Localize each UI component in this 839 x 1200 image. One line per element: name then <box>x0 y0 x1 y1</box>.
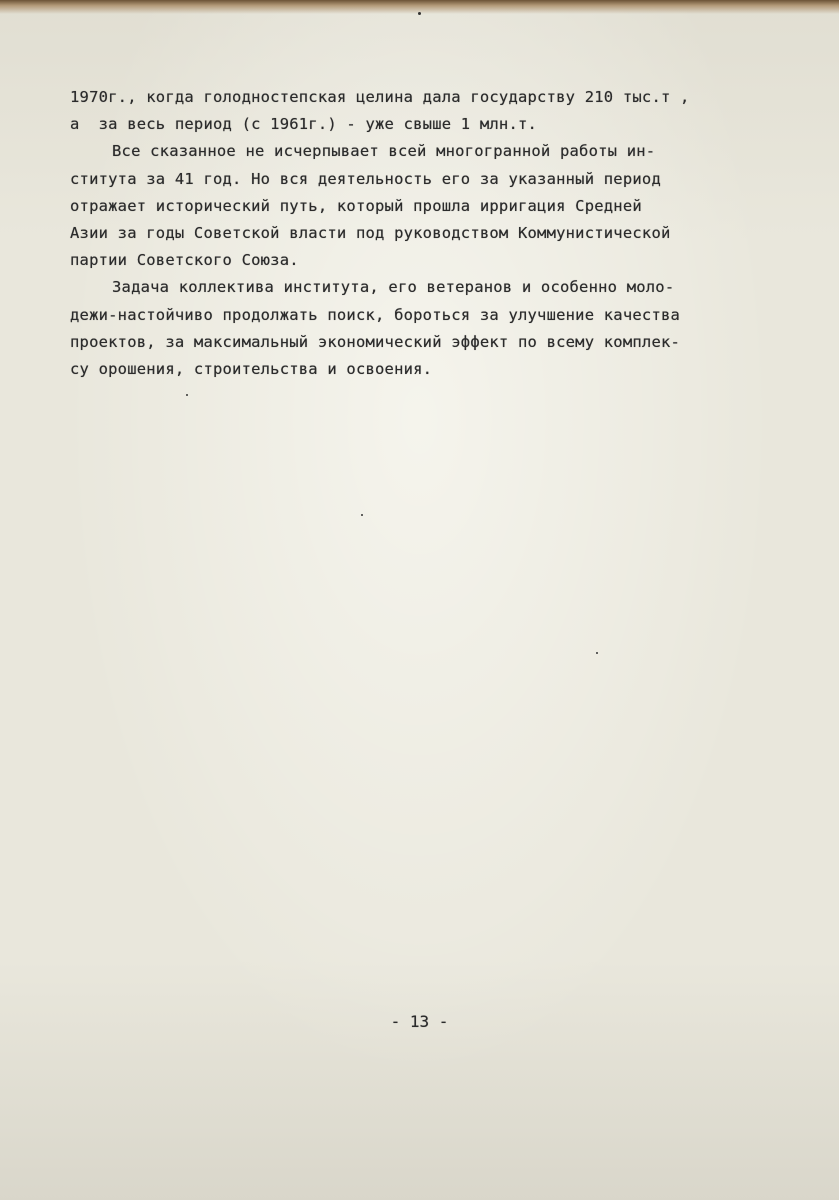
text-line: су орошения, строительства и освоения. <box>70 359 433 378</box>
ink-speck <box>418 12 421 15</box>
text-line: ститута за 41 год. Но вся деятельность его за указанный период <box>70 169 661 188</box>
text-line: проектов, за максимальный экономический эффект по всему комплек- <box>70 332 681 351</box>
text-line: отражает исторический путь, который прошла ирригация Средней <box>70 196 642 215</box>
ink-speck <box>186 394 188 396</box>
text-line: а за весь период (с 1961г.) - уже свыше 1 млн.т. <box>70 115 538 134</box>
paragraph-first-line: Все сказанное не исчерпывает всей многогранной работы ин- <box>112 142 656 161</box>
text-line: Азии за годы Советской власти под руководством Коммунистической <box>70 223 671 242</box>
document-body <box>70 84 760 383</box>
ink-speck <box>596 652 598 654</box>
ink-speck <box>361 514 363 516</box>
text-line: партии Советского Союза. <box>70 251 299 270</box>
page-number: - 13 - <box>390 1012 449 1031</box>
paragraph-first-line: Задача коллектива института, его ветеранов и особенно моло- <box>112 278 675 297</box>
text-line: дежи-настойчиво продолжать поиск, бороться за улучшение качества <box>70 305 681 324</box>
text-line: 1970г., когда голодностепская целина дала государству 210 тыс.т , <box>70 88 690 106</box>
